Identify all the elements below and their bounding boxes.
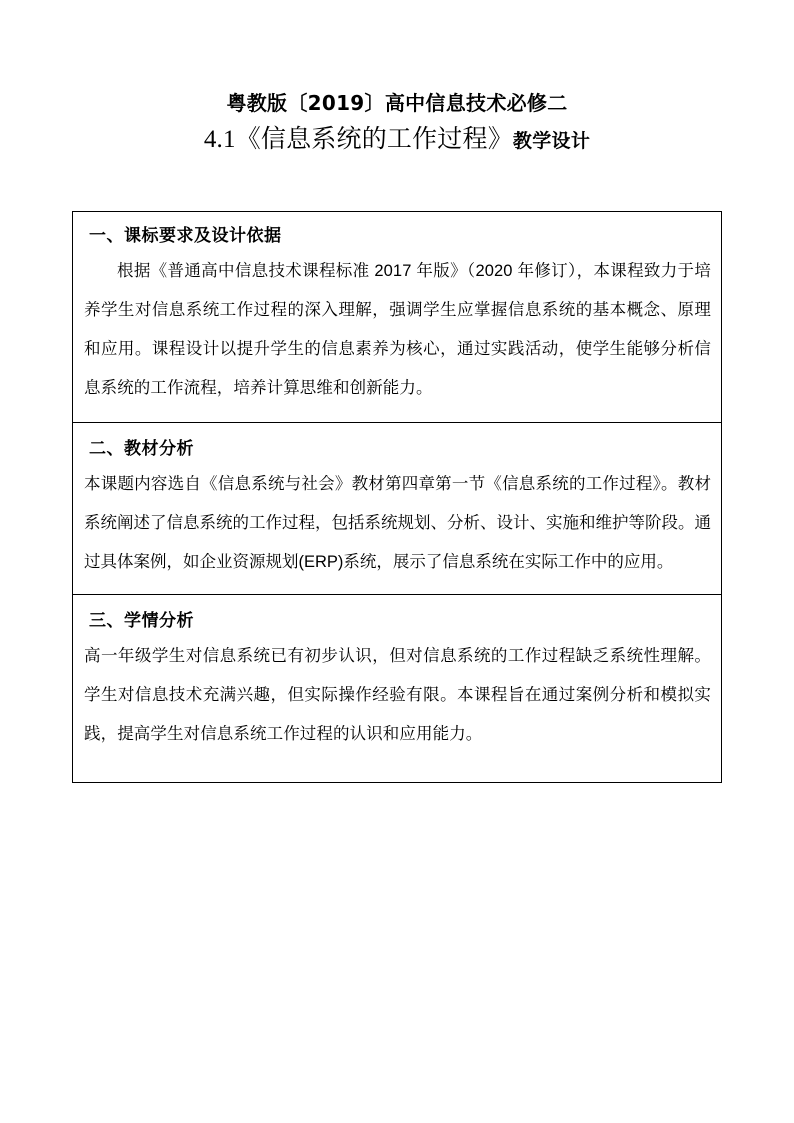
section-cell-textbook-analysis	[73, 423, 721, 595]
section-heading-3: 三、学情分析	[89, 611, 194, 631]
table-row	[73, 212, 721, 423]
page-title-doc-type: 教学设计	[512, 130, 591, 152]
page-title-line-1: 粤教版〔2019〕高中信息技术必修二	[226, 91, 568, 115]
section-body-1: 根据《普通高中信息技术课程标准 2017 年版》（2020 年修订），本课程致力于培养学生对信息系统工作过程的深入理解，强调学生应掌握信息系统的基本概念、原理和应用。课程设计以提升学生的信息素养为核心，通过实践活动，使学生能够分析信息系统的工作流程，培养计算思维和创新能力。	[84, 262, 711, 397]
table-row	[73, 423, 721, 595]
page-title-line-2	[0, 124, 794, 159]
section-body-2: 本课题内容选自《信息系统与社会》教材第四章第一节《信息系统的工作过程》。教材系统阐述了信息系统的工作过程，包括系统规划、分析、设计、实施和维护等阶段。通过具体案例，如企业资源规划(ERP)系统，展示了信息系统在实际工作中的应用。	[84, 475, 711, 571]
section-cell-course-standard	[73, 212, 721, 423]
section-heading-1: 一、课标要求及设计依据	[89, 226, 282, 246]
page-title-lesson-name: 4.1《信息系统的工作过程》	[203, 126, 513, 153]
section-body-3: 高一年级学生对信息系统已有初步认识，但对信息系统的工作过程缺乏系统性理解。学生对信息技术充满兴趣，但实际操作经验有限。本课程旨在通过案例分析和模拟实践，提高学生对信息系统工作过程的认识和应用能力。	[84, 647, 711, 743]
section-heading-2: 二、教材分析	[89, 439, 194, 459]
lesson-plan-table	[72, 211, 722, 783]
table-row	[73, 595, 721, 783]
section-cell-student-analysis	[73, 595, 721, 783]
document-title-block	[0, 88, 794, 159]
